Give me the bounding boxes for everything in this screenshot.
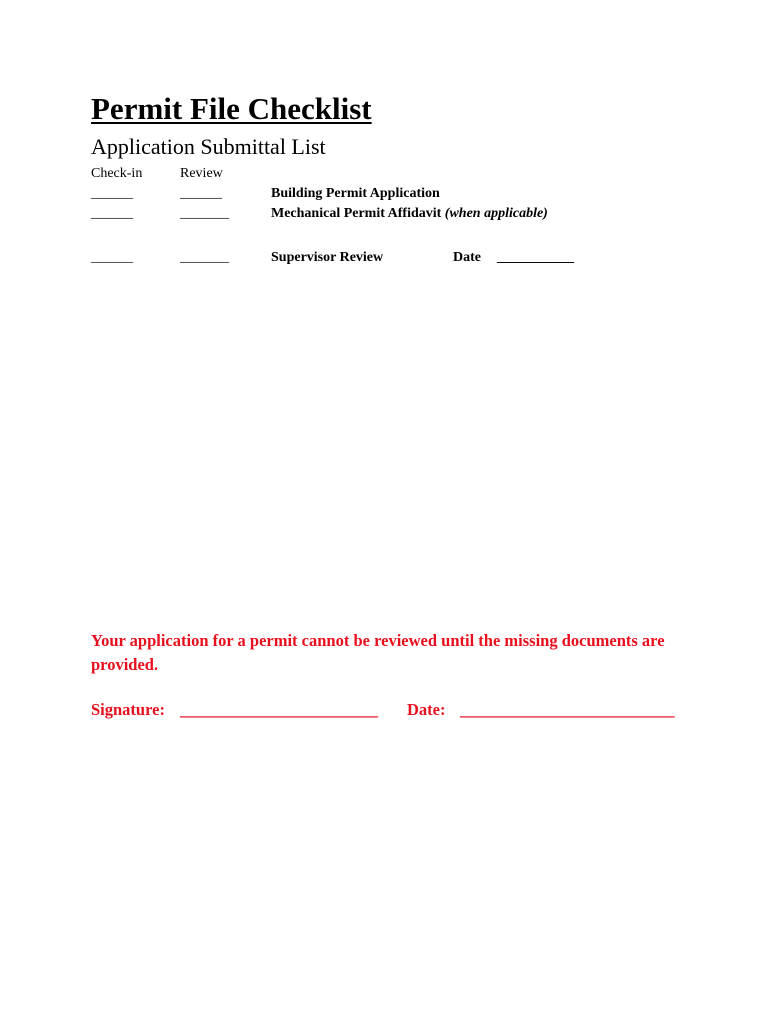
checklist-item-label: Building Permit Application: [271, 186, 440, 201]
page-title: Permit File Checklist: [91, 91, 372, 126]
column-header-review: Review: [180, 166, 223, 181]
checklist-item-building-permit: [271, 186, 440, 203]
page-subtitle: Application Submittal List: [91, 134, 326, 159]
review-blank-building-permit[interactable]: ______: [180, 186, 222, 201]
review-blank-supervisor[interactable]: _______: [180, 250, 229, 265]
signature-label: Signature:: [91, 700, 165, 719]
signature-field[interactable]: ________________________: [180, 700, 378, 719]
supervisor-date-field[interactable]: ___________: [497, 250, 574, 265]
checklist-item-mechanical-affidavit: [271, 206, 548, 223]
checklist-item-note: (when applicable): [444, 206, 548, 221]
missing-documents-warning: Your application for a permit cannot be reviewed until the missing documents are provided.: [91, 631, 665, 674]
supervisor-date-label: Date: [453, 250, 481, 265]
supervisor-review-label: Supervisor Review: [271, 250, 384, 265]
date-field[interactable]: __________________________: [460, 700, 675, 719]
checklist-item-label: Mechanical Permit Affidavit: [271, 206, 442, 221]
checkin-blank-supervisor[interactable]: ______: [91, 250, 133, 265]
checkin-blank-building-permit[interactable]: ______: [91, 186, 133, 201]
checkin-blank-mechanical-affidavit[interactable]: ______: [91, 206, 133, 221]
review-blank-mechanical-affidavit[interactable]: _______: [180, 206, 229, 221]
column-header-checkin: Check-in: [91, 166, 143, 181]
date-label: Date:: [407, 700, 446, 719]
